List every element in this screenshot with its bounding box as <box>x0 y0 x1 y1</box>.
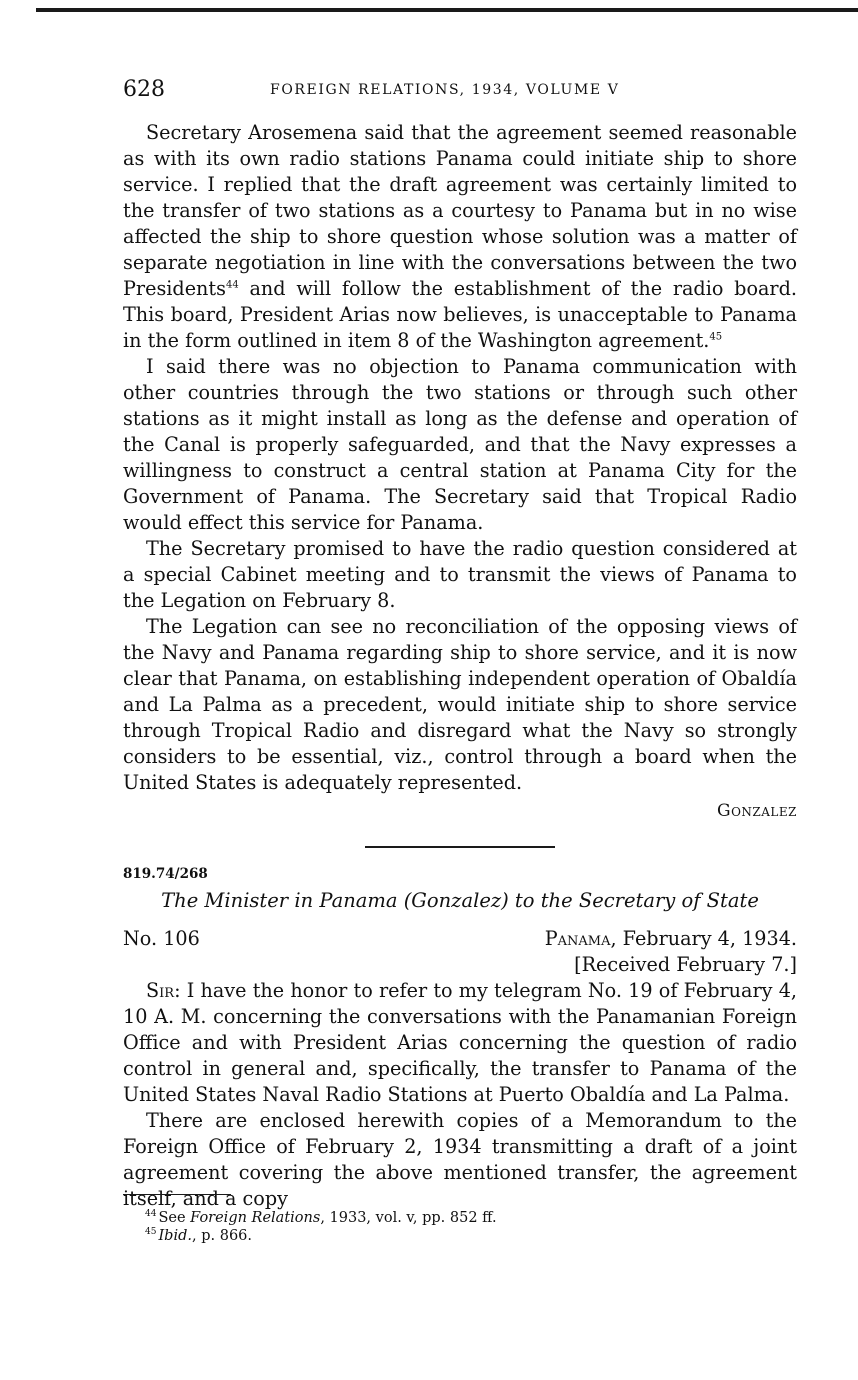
document-number: No. 106 <box>123 927 200 950</box>
footnote-reference: 45 <box>709 331 723 343</box>
received-date: [Received February 7.] <box>574 953 797 976</box>
footnote-reference: 44 <box>225 279 239 291</box>
footnote-text: See <box>158 1210 191 1226</box>
page-number: 628 <box>123 77 165 102</box>
footnote-rule <box>123 1194 231 1195</box>
page-header <box>123 76 797 104</box>
footnote-mark: 44 <box>145 1209 157 1220</box>
paragraph: There are enclosed herewith copies of a Memorandum to the Foreign Office of February 2, 1934 transmitting a draft of a joint agreement covering the above mentioned transfer, the agreement itself, and a copy <box>123 1109 797 1210</box>
salutation: Sir <box>146 979 175 1002</box>
dateline <box>123 926 797 952</box>
footnote-mark: 45 <box>145 1227 157 1238</box>
paragraph <box>123 978 797 1108</box>
footnote-citation: Foreign Relations <box>190 1210 321 1226</box>
place: Panama <box>544 927 611 950</box>
footnote-text: , 1933, vol. v, pp. 852 ff. <box>320 1210 497 1226</box>
paragraph: I said there was no objection to Panama communication with other countries through the two stations or through such other stations as it might install as long as the defense and operation of the Canal is properly safeguarded, and that the Navy expresses a willingness to construct a central station at Panama City for the Government of Panama. The Secretary said that Tropical Radio would effect this service for Panama. <box>123 355 797 534</box>
paragraph: The Legation can see no reconciliation of the opposing views of the Navy and Panama regarding ship to shore service, and it is now clear that Panama, on establishing independent operation of Obaldía and La Palma as a precedent, would initiate ship to shore service through Tropical Radio and disregard what the Navy so strongly considers to be essential, viz., control through a board when the United States is adequately represented. <box>123 615 797 794</box>
footnotes <box>145 1209 497 1245</box>
document-title: The Minister in Panama (Gonzalez) to the Secretary of State <box>161 889 759 912</box>
paragraph <box>123 120 797 354</box>
paragraph-text: : I have the honor to refer to my telegram No. 19 of February 4, 10 A. M. concerning the conversations with the Panamanian Foreign Office and with President Arias concerning the question of radio control in general and, specifically, the transfer to Panama of the United States Naval Radio Stations at Puerto Obaldía and La Palma. <box>123 979 797 1106</box>
paragraph-text: and will follow the establishment of the radio board. This board, President Arias now believes, is unacceptable to Panama in the form outlined in item 8 of the Washington agreement. <box>123 277 797 352</box>
footnote-citation: Ibid. <box>158 1228 192 1244</box>
footnote-text: , p. 866. <box>192 1228 253 1244</box>
running-head: FOREIGN RELATIONS, 1934, VOLUME V <box>270 82 620 98</box>
file-number: 819.74/268 <box>123 866 208 882</box>
footnote <box>145 1209 497 1227</box>
top-border-rule <box>36 8 858 12</box>
date: , February 4, 1934. <box>610 927 797 950</box>
signature: Gonzalez <box>717 801 797 821</box>
footnote <box>145 1227 497 1245</box>
paragraph-text: Secretary Arosemena said that the agreement seemed reasonable as with its own radio stations Panama could initiate ship to shore service. I replied that the draft agreement was certainly limited to the transfer of two stations as a courtesy to Panama but in no wise affected the ship to shore question whose solution was a matter of separate negotiation in line with the conversations between the two Presidents <box>123 121 797 300</box>
page-body <box>123 120 797 1212</box>
section-separator <box>365 846 555 848</box>
place-and-date <box>545 926 797 952</box>
paragraph: The Secretary promised to have the radio question considered at a special Cabinet meeting and to transmit the views of Panama to the Legation on February 8. <box>123 537 797 612</box>
